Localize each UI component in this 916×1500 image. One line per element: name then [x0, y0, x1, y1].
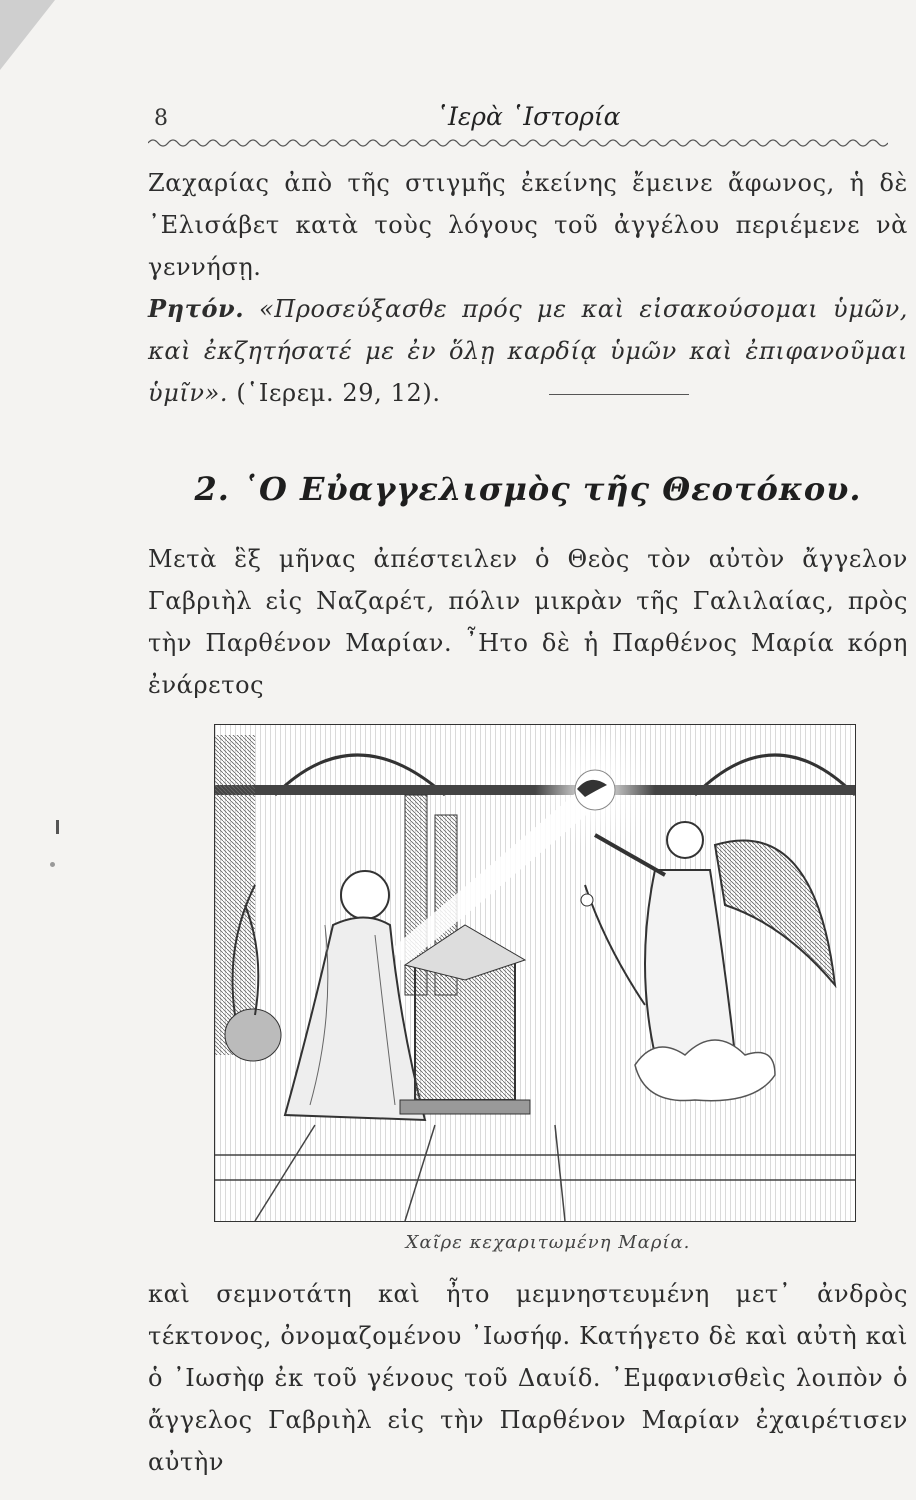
paragraph-annunciation-continued: καὶ σεμνοτάτη καὶ ἦτο μεμνηστευμένη μετ᾿ ἀνδρὸς τέκτονος, ὀνομαζομένου ᾿Ιωσήφ. Κατήγετο δὲ καὶ αὐτὴ καὶ ὁ ᾿Ιωσὴφ ἐκ τοῦ γένους τοῦ Δαυίδ. ᾿Εμφανισθεὶς λοιπὸν ὁ ἄγγελος Γαβριὴλ εἰς τὴν Παρθένον Μαρίαν ἐχαιρέτισεν αὐτὴν — [148, 1280, 908, 1476]
verse-label: Ρητόν. — [148, 294, 245, 323]
verse-text: «Προσεύξασθε πρός με καὶ εἰσακούσομαι ὑμῶν, καὶ ἐκζητήσατέ με ἐν ὅλῃ καρδίᾳ ὑμῶν καὶ ἐπιφανοῦμαι ὑμῖν». — [148, 295, 908, 407]
figure-caption: Χαῖρε κεχαριτωμένη Μαρία. — [405, 1232, 691, 1253]
verse-reference: (῾Ιερεμ. 29, 12). — [236, 379, 441, 407]
torn-page-corner — [0, 0, 55, 70]
running-head — [148, 96, 908, 134]
book-page — [148, 96, 908, 1483]
verse-paragraph — [148, 288, 908, 414]
margin-mark — [56, 820, 59, 834]
annunciation-engraving — [214, 724, 856, 1222]
page-number: 8 — [154, 106, 168, 131]
paragraph-zacharias: Ζαχαρίας ἀπὸ τῆς στιγμῆς ἐκείνης ἔμεινε ἄφωνος, ἡ δὲ ᾿Ελισάβετ κατὰ τοὺς λόγους τοῦ ἀγγέλου περιέμενε νὰ γεννήσῃ. — [148, 169, 908, 281]
running-title: ῾Ιερὰ ῾Ιστορία — [435, 102, 621, 131]
margin-dot — [50, 862, 55, 867]
section-heading: 2. ῾Ο Εὐαγγελισμὸς τῆς Θεοτόκου. — [194, 470, 862, 508]
paragraph-annunciation-start: Μετὰ ἓξ μῆνας ἀπέστειλεν ὁ Θεὸς τὸν αὐτὸν ἄγγελον Γαβριὴλ εἰς Ναζαρέτ, πόλιν μικρὰν τῆς Γαλιλαίας, πρὸς τὴν Παρθένον Μαρίαν. ῏Ητο δὲ ἡ Παρθένος Μαρία κόρη ἐνάρετος — [148, 545, 908, 699]
section-divider — [549, 394, 689, 395]
wavy-rule — [148, 136, 888, 150]
